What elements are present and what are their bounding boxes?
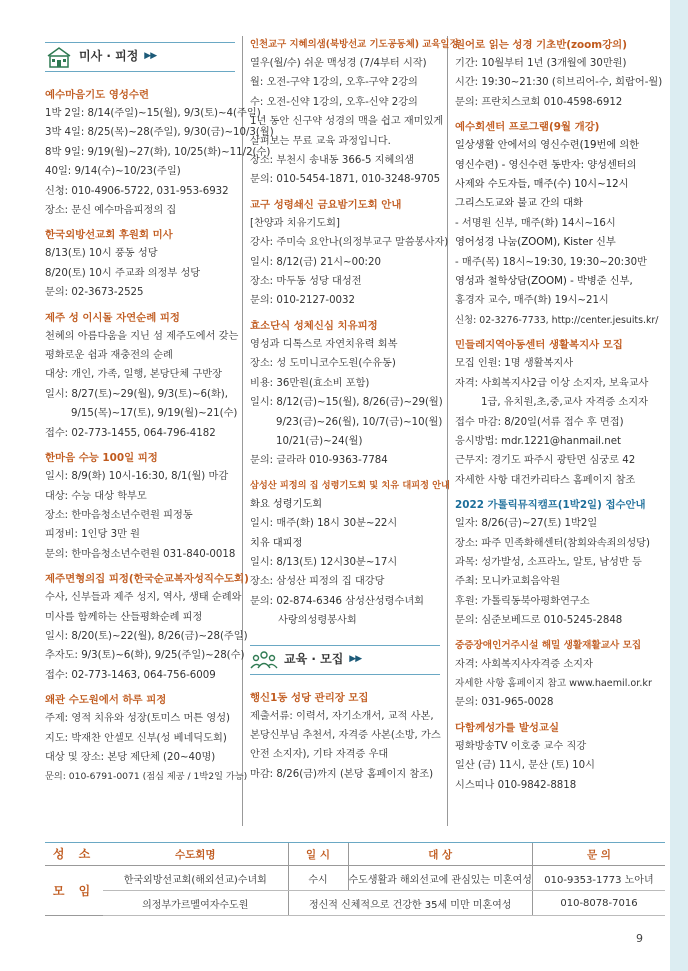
table-row (45, 891, 665, 916)
notice-line: 열우(월/수) 쉬운 맥성경 (7/4부터 시작) (250, 58, 427, 69)
page-number: 9 (636, 932, 643, 945)
notice-line: 1급, 유치원,초,중,교사 자격증 소지자 (481, 397, 648, 409)
notice-line: 자격: 사회복지사자격증 소지자 (455, 658, 593, 670)
notice-line: 평화로운 쉼과 재충전의 순례 (45, 350, 173, 362)
notice-line: 일시: 8/13(토) 12시30분~17시 (250, 556, 398, 568)
section-header-education (250, 645, 440, 675)
notice-line: 8/13(토) 10시 풍동 성당 (45, 248, 158, 260)
notice-group (250, 196, 449, 311)
notice-line: 강사: 주미숙 요안나(의정부교구 말씀봉사자) (250, 237, 449, 249)
section-title: 미사 · 피정 (79, 49, 139, 64)
notice-line: 마감: 8/26(금)까지 (본당 홈페이지 참조) (250, 768, 434, 780)
notice-line: 8박 9일: 9/19(월)~27(화), 10/25(화)~11/2(수) (45, 146, 271, 158)
notice-title: 제주면형의집 피정(한국순교복자성직수도회) (45, 573, 249, 586)
notice-group (250, 36, 459, 190)
table-cell: 010-9353-1773 노아녀 (532, 866, 665, 891)
notice-group (455, 36, 667, 112)
notice-group (45, 86, 274, 220)
notice-line: 천혜의 아름다움을 지닌 섬 제주도에서 갖는 (45, 330, 239, 342)
notice-group (455, 336, 667, 490)
side-label-top: 성 소 (45, 843, 103, 866)
notice-line: 응시방법: mdr.1221@hanmail.net (455, 435, 621, 447)
table-row (45, 866, 665, 891)
notice-line: [찬양과 치유기도회] (250, 217, 340, 229)
notice-line: 신청: 02-3276-7733, http://center.jesuits.kr/ (455, 314, 659, 326)
notice-line: 장소: 성 도미니코수도원(수유동) (250, 358, 396, 370)
notice-line: 장소: 부천시 송내동 366-5 지혜의샘 (250, 155, 415, 167)
notice-line: 1년 동안 신구약 성경의 맥을 쉽고 재미있게 (250, 116, 444, 128)
notice-line: 일상생활 안에서의 영신수련(19번에 의한 (455, 140, 640, 152)
notice-line: 기간: 10월부터 1년 (3개월에 30만원) (455, 58, 627, 69)
notice-line: 신청: 010-4906-5722, 031-953-6932 (45, 185, 229, 197)
notice-group (45, 309, 239, 443)
notice-line: 후원: 가톨릭동북아평화연구소 (455, 595, 590, 607)
notice-line: 지도: 박재찬 안셀모 신부(성 베네딕도회) (45, 732, 227, 744)
notice-line: 평화방송TV 이호중 교수 직강 (455, 740, 587, 752)
notice-subheading: 치유 대피정 (250, 537, 303, 549)
notice-line: 대상: 개인, 가족, 일행, 본당단체 구반장 (45, 369, 222, 381)
notice-line: 일시: 8/20(토)~22(월), 8/26(금)~28(주일) (45, 630, 248, 642)
notice-title: 왜관 수도원에서 하루 피정 (45, 694, 167, 707)
notice-line: 수사, 신부들과 제주 성지, 역사, 생태 순례와 (45, 592, 242, 604)
notice-line: 1박 2일: 8/14(주일)~15(월), 9/3(토)~4(주일) (45, 108, 261, 119)
notice-group (250, 317, 443, 471)
notice-line: 시간: 19:30~21:30 (히브리어-수, 희랍어-월) (455, 77, 663, 89)
notice-line: 문의: 010-2127-0032 (250, 295, 356, 307)
notice-line: 접수: 02-773-1463, 064-756-6009 (45, 669, 216, 681)
notice-line: 대상 및 장소: 본당 제단체 (20~40명) (45, 751, 216, 763)
notice-line: 비용: 36만원(효소비 포함) (250, 377, 370, 389)
notice-line: 살펴보는 무료 교육 과정입니다. (250, 135, 391, 147)
column-3 (455, 36, 667, 795)
right-decorative-strip (670, 0, 688, 971)
side-label-bottom: 모 임 (45, 866, 103, 916)
notice-line: 본당신부님 추천서, 자격증 사본(소방, 가스 (250, 729, 441, 741)
section-header-mass-retreat (45, 42, 235, 72)
notice-line: 근무지: 경기도 파주시 광탄면 심궁로 42 (455, 455, 636, 467)
notice-line: 제출서류: 이력서, 자기소개서, 교적 사본, (250, 710, 434, 722)
notice-title: 예수회센터 프로그램(9월 개강) (455, 121, 600, 134)
notice-line: 자세한 사항 대건카리타스 홈페이지 참조 (455, 474, 636, 486)
notice-line: 일시: 매주(화) 18시 30분~22시 (250, 518, 398, 530)
notice-line: 장소: 파주 민족화해센터(참회와속죄의성당) (455, 537, 650, 549)
notice-line: 영신수련) - 영신수련 동반자: 양성센터의 (455, 159, 637, 171)
notice-line: 일시: 8/12(금)~15(월), 8/26(금)~29(월) (250, 397, 443, 409)
notice-title: 원어로 읽는 성경 기초반(zoom강의) (455, 39, 627, 51)
notice-line: 안전 소지자), 기타 자격증 우대 (250, 749, 389, 761)
notice-line: 40일: 9/14(수)~10/23(주일) (45, 166, 181, 178)
section-arrows: ▶▶ (349, 653, 362, 664)
notice-title: 민들레지역아동센터 생활복지사 모집 (455, 339, 623, 352)
notice-line: 과목: 성가발성, 소프라노, 알토, 남성반 등 (455, 556, 642, 568)
notice-line: 그리스도교와 불교 간의 대화 (455, 198, 583, 210)
notice-group (45, 691, 248, 787)
notice-line: 사제와 수도자들, 매주(수) 10시~12시 (455, 179, 629, 191)
notice-line: 사랑의성령봉사회 (278, 615, 357, 627)
notice-line: 장소: 삼성산 피정의 집 대강당 (250, 576, 385, 588)
notice-line: 접수 마감: 8/20일(서류 접수 후 면접) (455, 416, 624, 428)
notice-title: 효소단식 성체신심 치유피정 (250, 319, 378, 332)
notice-line: 일시: 8/27(토)~29(월), 9/3(토)~6(화), (45, 388, 229, 400)
notice-line: 영성과 디톡스로 자연치유력 회복 (250, 338, 398, 350)
vocation-meeting-table (45, 843, 665, 916)
notice-line: 장소: 문신 예수마음피정의 집 (45, 205, 177, 217)
notice-line: 모집 인원: 1명 생활복지사 (455, 358, 574, 370)
notice-line: 일산 (금) 11시, 문산 (토) 10시 (455, 760, 595, 772)
section-arrows: ▶▶ (144, 51, 157, 62)
notice-title: 교구 성령쇄신 금요밤기도회 안내 (250, 198, 402, 211)
notice-line: 일시: 8/9(화) 10시-16:30, 8/1(월) 마감 (45, 471, 229, 483)
notice-line: 수: 오전-신약 1강의, 오후-신약 2강의 (250, 96, 418, 108)
notice-title: 2022 가톨릭뮤직캠프(1박2일) 접수안내 (455, 499, 646, 512)
notice-line: 문의: 02-3673-2525 (45, 287, 144, 299)
notice-title: 제주 성 이시돌 자연순례 피정 (45, 311, 180, 324)
notice-line: 시스띠나 010-9842-8818 (455, 779, 577, 791)
notice-line: 문의: 031-965-0028 (455, 697, 554, 709)
column-header: 수도회명 (103, 843, 288, 866)
notice-line: 문의: 010-5454-1871, 010-3248-9705 (250, 174, 441, 186)
notice-line: 미사를 함께하는 산들평화순례 피정 (45, 611, 203, 623)
notice-group (455, 719, 667, 795)
column-2 (250, 36, 459, 784)
notice-line: 8/20(토) 10시 주교좌 의정부 성당 (45, 267, 201, 279)
table-header-row (45, 843, 665, 866)
notice-line: 주제: 영적 치유와 성장(토미스 머튼 영성) (45, 713, 231, 725)
notice-group (455, 496, 667, 630)
table-cell: 수도생활과 해외선교에 관심있는 미혼여성 (348, 866, 532, 891)
notice-line: 주최: 모니카교회음악원 (455, 576, 561, 588)
notice-group (455, 637, 667, 713)
notice-group (455, 118, 667, 330)
column-header: 문 의 (532, 843, 665, 866)
notice-title: 한국외방선교회 후원회 미사 (45, 229, 173, 242)
column-1 (45, 36, 274, 787)
notice-line: 피정비: 1인당 3만 원 (45, 529, 140, 541)
notice-line: 추자도: 9/3(토)~6(화), 9/25(주일)~28(수) (45, 650, 245, 662)
notice-line: 대상: 수능 대상 학부모 (45, 490, 147, 502)
notice-line: - 서명원 신부, 매주(화) 14시~16시 (455, 217, 616, 229)
notice-line: 문의: 글라라 010-9363-7784 (250, 455, 388, 467)
notice-line: 장소: 마두동 성당 대성전 (250, 276, 362, 288)
table-cell: 010-8078-7016 (532, 891, 665, 916)
notice-group (250, 689, 440, 785)
notice-line: 문의: 010-6791-0071 (점심 제공 / 1박2일 가능) (45, 771, 248, 783)
notice-group (45, 449, 235, 564)
column-divider (447, 36, 448, 826)
notice-group (250, 477, 450, 631)
section-title: 교육 · 모집 (284, 651, 344, 666)
notice-line: 홍경자 교수, 매주(화) 19시~21시 (455, 295, 609, 307)
notice-line: 월: 오전-구약 1강의, 오후-구약 2강의 (250, 77, 418, 89)
notice-title: 중증장애인거주시설 해밀 생활재활교사 모집 (455, 639, 642, 651)
notice-title: 행신1동 성당 관리장 모집 (250, 691, 369, 704)
notice-line: 3박 4일: 8/25(목)~28(주일), 9/30(금)~10/3(월) (45, 127, 274, 139)
column-header: 대 상 (348, 843, 532, 866)
notice-line: 자세한 사항 홈페이지 참고 www.haemil.or.kr (455, 677, 652, 689)
church-icon (45, 46, 73, 68)
people-group-icon (250, 649, 278, 671)
table-cell: 한국외방선교회(해외선교)수녀회 (103, 866, 288, 891)
notice-line: 9/23(금)~26(월), 10/7(금)~10(월) (276, 416, 443, 428)
notice-line: 10/21(금)~24(월) (276, 435, 363, 447)
notice-group (45, 570, 249, 685)
notice-line: 자격: 사회복지사2급 이상 소지자, 보육교사 (455, 377, 649, 389)
column-header: 일 시 (288, 843, 348, 866)
notice-line: 일시: 8/12(금) 21시~00:20 (250, 256, 381, 268)
notice-title: 다함께성가를 발성교실 (455, 721, 559, 734)
notice-title: 예수마음기도 영성수련 (45, 89, 149, 101)
notice-line: 영어성경 나눔(ZOOM), Kister 신부 (455, 237, 616, 249)
notice-title: 삼성산 피정의 집 성령기도회 및 치유 대피정 안내 (250, 479, 450, 491)
notice-title: 한마음 수능 100일 피정 (45, 452, 158, 465)
notice-line: 장소: 한마음청소년수련원 피정동 (45, 509, 193, 521)
notice-line: 문의: 한마음청소년수련원 031-840-0018 (45, 548, 236, 560)
table-cell: 정신적 신체적으로 건강한 35세 미만 미혼여성 (288, 891, 532, 916)
notice-line: 영성과 철학상담(ZOOM) - 박병준 신부, (455, 276, 633, 288)
notice-title: 인천교구 지혜의샘(북방선교 기도공동체) 교육일정 (250, 39, 459, 50)
notice-line: 문의: 프란치스코회 010-4598-6912 (455, 96, 623, 108)
table-cell: 수시 (288, 866, 348, 891)
notice-line: - 매주(목) 18시~19:30, 19:30~20:30반 (455, 256, 647, 268)
notice-group (45, 226, 235, 302)
notice-line: 접수: 02-773-1455, 064-796-4182 (45, 427, 216, 439)
notice-line: 9/15(목)~17(토), 9/19(월)~21(수) (71, 408, 238, 420)
notice-line: 문의: 심준보베드로 010-5245-2848 (455, 615, 623, 627)
notice-subheading: 화요 성령기도회 (250, 498, 323, 510)
table-cell: 의정부가르멜여자수도원 (103, 891, 288, 916)
notice-line: 문의: 02-874-6346 삼성산성령수녀회 (250, 595, 425, 607)
notice-line: 일자: 8/26(금)~27(토) 1박2일 (455, 518, 598, 530)
